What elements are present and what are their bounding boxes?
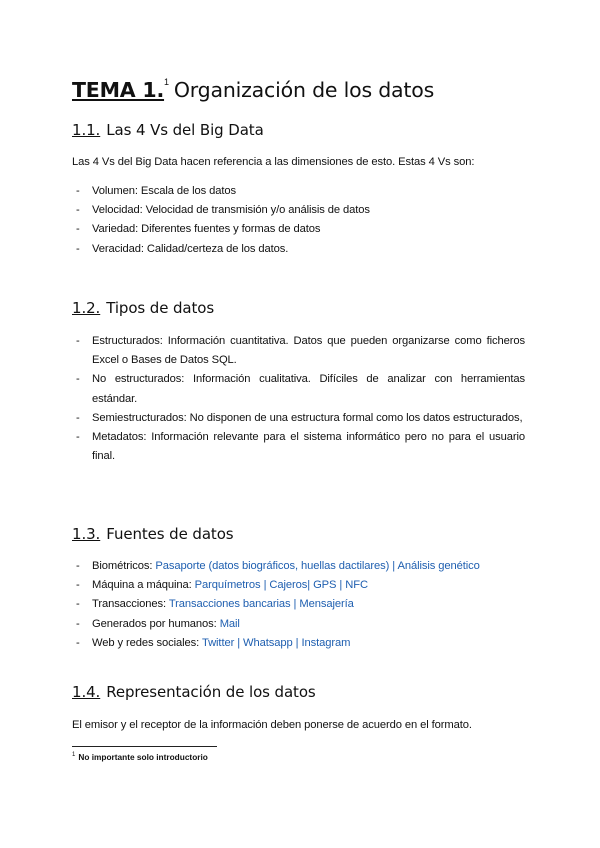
source-link[interactable]: Análisis genético: [397, 560, 480, 572]
footnote-divider: [72, 746, 217, 747]
title-text: Organización de los datos: [173, 78, 435, 102]
source-link[interactable]: Cajeros: [269, 579, 308, 592]
footnote-ref[interactable]: 1: [164, 77, 169, 87]
section-title: Las 4 Vs del Big Data: [106, 121, 264, 139]
link-separator: |: [293, 598, 297, 611]
source-link[interactable]: Pasaporte (datos biográficos, huellas dactilares): [155, 560, 390, 572]
source-label: Biométricos:: [92, 560, 153, 572]
section-heading-1-2: [72, 299, 214, 317]
page-title: [72, 78, 434, 102]
source-link[interactable]: Mensajería: [299, 598, 354, 611]
section-number: 1.3.: [72, 525, 101, 543]
link-separator: |: [263, 579, 267, 592]
source-label: Web y redes sociales:: [92, 636, 200, 649]
source-link[interactable]: Instagram: [301, 636, 351, 649]
list-item-web: [72, 634, 525, 653]
list-item-biometricos: [72, 557, 525, 576]
source-link[interactable]: GPS: [313, 579, 337, 592]
section-number: 1.1.: [72, 121, 101, 139]
section-title: Fuentes de datos: [106, 525, 234, 543]
s1-list: [72, 182, 525, 259]
section-number: 1.2.: [72, 299, 101, 317]
s3-list: [72, 557, 525, 653]
list-item: - Veracidad: Calidad/certeza de los datos.: [72, 240, 525, 259]
link-separator: |: [295, 636, 299, 649]
list-item: - Semiestructurados: No disponen de una estructura formal como los datos estructurados,: [72, 409, 525, 428]
footnote-mark: 1: [72, 752, 76, 759]
list-item-maquina: [72, 576, 525, 595]
source-label: Transacciones:: [92, 598, 167, 611]
title-number: TEMA 1.: [72, 78, 165, 102]
source-link[interactable]: Transacciones bancarias: [168, 598, 291, 611]
source-link[interactable]: NFC: [345, 579, 368, 592]
s1-intro: Las 4 Vs del Big Data hacen referencia a las dimensiones de esto. Estas 4 Vs son:: [72, 156, 475, 168]
list-item: - Metadatos: Información relevante para el sistema informático pero no para el usuario final.: [72, 428, 525, 466]
footnote: [72, 752, 208, 762]
footnote-text: No importante solo introductorio: [78, 752, 208, 762]
section-heading-1-4: [72, 683, 316, 701]
source-link[interactable]: Whatsapp: [243, 636, 293, 649]
link-separator: |: [307, 579, 311, 592]
section-heading-1-1: [72, 121, 264, 139]
source-link[interactable]: Parquímetros: [194, 579, 261, 592]
link-separator: |: [339, 579, 343, 592]
section-title: Tipos de datos: [106, 299, 215, 317]
s4-text: El emisor y el receptor de la información deben ponerse de acuerdo en el formato.: [72, 719, 472, 731]
list-item: - Variedad: Diferentes fuentes y formas de datos: [72, 220, 525, 239]
list-item: - Velocidad: Velocidad de transmisión y/o análisis de datos: [72, 201, 525, 220]
list-item: - Estructurados: Información cuantitativa. Datos que pueden organizarse como ficheros Excel o Bases de Datos SQL.: [72, 332, 525, 370]
section-heading-1-3: [72, 525, 233, 543]
list-item-transacciones: [72, 595, 525, 614]
list-item: - No estructurados: Información cualitativa. Difíciles de analizar con herramientas estándar.: [72, 370, 525, 408]
link-separator: |: [237, 636, 241, 649]
source-link[interactable]: Mail: [219, 617, 240, 630]
list-item-humanos: [72, 615, 525, 634]
section-number: 1.4.: [72, 683, 101, 701]
source-label: Máquina a máquina:: [92, 579, 192, 592]
link-separator: |: [392, 560, 396, 572]
list-item: - Volumen: Escala de los datos: [72, 182, 525, 201]
s2-list: [72, 332, 525, 466]
section-title: Representación de los datos: [106, 683, 316, 701]
source-label: Generados por humanos:: [92, 617, 217, 630]
source-link[interactable]: Twitter: [201, 636, 235, 649]
